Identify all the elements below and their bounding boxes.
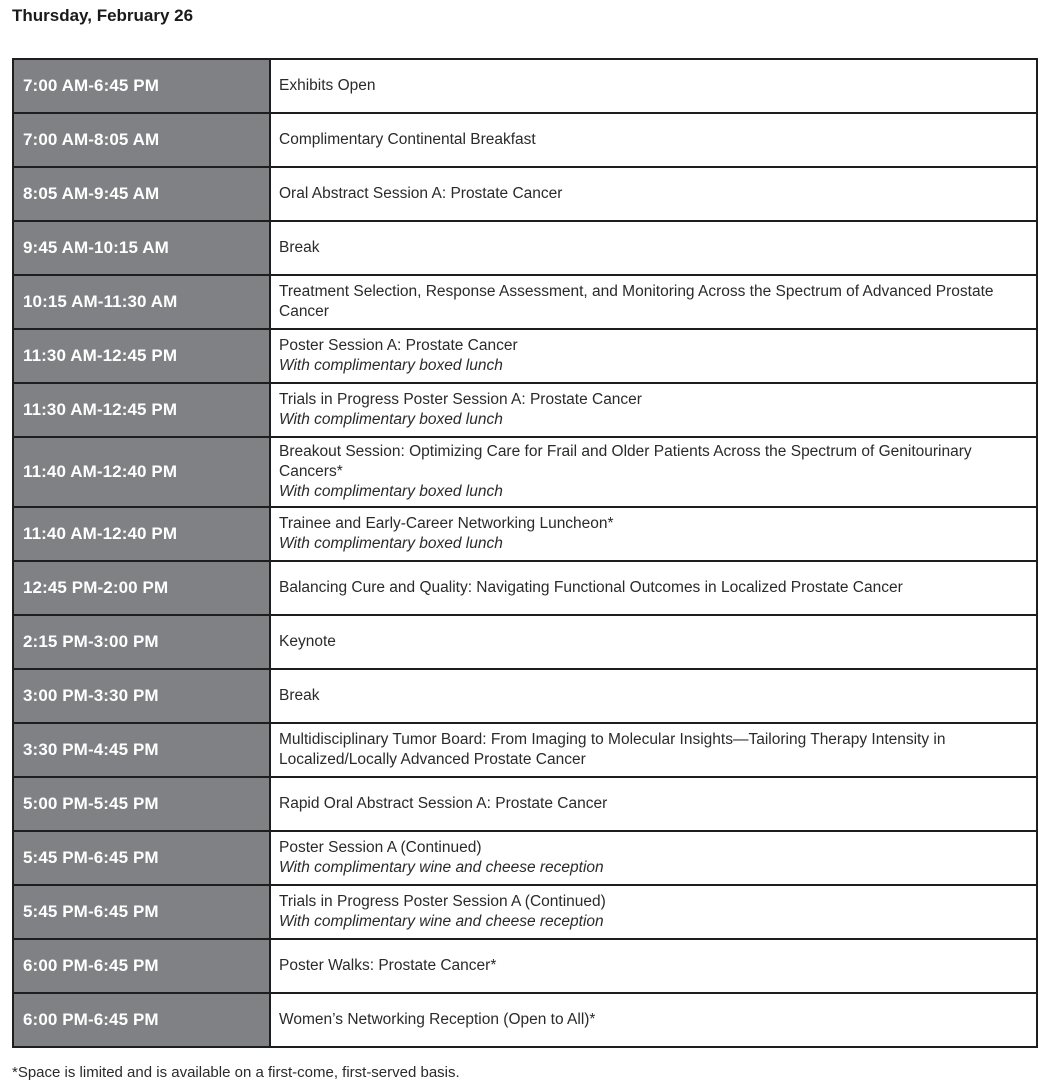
event-title: Balancing Cure and Quality: Navigating Functional Outcomes in Localized Prostate Cancer: [279, 579, 903, 596]
page-title: Thursday, February 26: [12, 6, 194, 25]
table-row: [13, 221, 1037, 275]
table-row: [13, 831, 1037, 885]
time-cell: 11:30 AM-12:45 PM: [13, 383, 270, 437]
table-row: [13, 993, 1037, 1047]
table-row: [13, 669, 1037, 723]
time-cell: 11:40 AM-12:40 PM: [13, 507, 270, 561]
time-cell: 6:00 PM-6:45 PM: [13, 939, 270, 993]
event-cell: [270, 939, 1037, 993]
event-cell: [270, 615, 1037, 669]
time-cell: 7:00 AM-8:05 AM: [13, 113, 270, 167]
event-title: Exhibits Open: [279, 77, 376, 94]
event-note: With complimentary wine and cheese reception: [279, 859, 604, 876]
event-title: Break: [279, 687, 320, 704]
event-cell: [270, 113, 1037, 167]
time-cell: 7:00 AM-6:45 PM: [13, 59, 270, 113]
table-row: [13, 383, 1037, 437]
table-row: [13, 939, 1037, 993]
event-cell: [270, 59, 1037, 113]
event-note: With complimentary boxed lunch: [279, 483, 503, 500]
time-cell: 11:30 AM-12:45 PM: [13, 329, 270, 383]
event-cell: [270, 167, 1037, 221]
event-title: Trainee and Early-Career Networking Luncheon*: [279, 515, 614, 532]
table-row: [13, 329, 1037, 383]
time-cell: 10:15 AM-11:30 AM: [13, 275, 270, 329]
event-title: Women’s Networking Reception (Open to All)*: [279, 1011, 596, 1028]
table-row: [13, 507, 1037, 561]
event-note: With complimentary boxed lunch: [279, 411, 503, 428]
event-title: Treatment Selection, Response Assessment, and Monitoring Across the Spectrum of Advanced Prostate Cancer: [279, 283, 994, 320]
event-title: Keynote: [279, 633, 336, 650]
event-cell: [270, 561, 1037, 615]
event-cell: [270, 777, 1037, 831]
event-title: Multidisciplinary Tumor Board: From Imaging to Molecular Insights—Tailoring Therapy Intensity in Localized/Locally Advanced Prostate Cancer: [279, 731, 946, 768]
event-cell: [270, 383, 1037, 437]
table-row: [13, 885, 1037, 939]
time-cell: 5:45 PM-6:45 PM: [13, 885, 270, 939]
event-title: Oral Abstract Session A: Prostate Cancer: [279, 185, 563, 202]
time-cell: 3:00 PM-3:30 PM: [13, 669, 270, 723]
event-title: Poster Session A (Continued): [279, 839, 482, 856]
event-cell: [270, 723, 1037, 777]
table-row: [13, 723, 1037, 777]
event-title: Complimentary Continental Breakfast: [279, 131, 536, 148]
event-cell: [270, 221, 1037, 275]
event-title: Break: [279, 239, 320, 256]
table-row: [13, 113, 1037, 167]
time-cell: 3:30 PM-4:45 PM: [13, 723, 270, 777]
event-title: Trials in Progress Poster Session A (Continued): [279, 893, 606, 910]
table-row: [13, 437, 1037, 507]
event-note: With complimentary boxed lunch: [279, 535, 503, 552]
time-cell: 11:40 AM-12:40 PM: [13, 437, 270, 507]
time-cell: 12:45 PM-2:00 PM: [13, 561, 270, 615]
table-row: [13, 777, 1037, 831]
event-note: With complimentary boxed lunch: [279, 357, 503, 374]
table-row: [13, 59, 1037, 113]
schedule-body: [13, 59, 1037, 1047]
event-title: Poster Session A: Prostate Cancer: [279, 337, 518, 354]
schedule-table: [12, 58, 1038, 1048]
time-cell: 6:00 PM-6:45 PM: [13, 993, 270, 1047]
table-row: [13, 561, 1037, 615]
event-cell: [270, 993, 1037, 1047]
time-cell: 5:00 PM-5:45 PM: [13, 777, 270, 831]
event-cell: [270, 885, 1037, 939]
time-cell: 9:45 AM-10:15 AM: [13, 221, 270, 275]
event-cell: [270, 669, 1037, 723]
event-cell: [270, 831, 1037, 885]
time-cell: 8:05 AM-9:45 AM: [13, 167, 270, 221]
table-row: [13, 615, 1037, 669]
table-row: [13, 167, 1037, 221]
event-title: Trials in Progress Poster Session A: Prostate Cancer: [279, 391, 642, 408]
event-title: Poster Walks: Prostate Cancer*: [279, 957, 497, 974]
time-cell: 5:45 PM-6:45 PM: [13, 831, 270, 885]
event-cell: [270, 275, 1037, 329]
event-cell: [270, 329, 1037, 383]
event-cell: [270, 507, 1037, 561]
footnote: *Space is limited and is available on a first-come, first-served basis.: [12, 1064, 460, 1081]
event-note: With complimentary wine and cheese reception: [279, 913, 604, 930]
time-cell: 2:15 PM-3:00 PM: [13, 615, 270, 669]
event-title: Breakout Session: Optimizing Care for Frail and Older Patients Across the Spectrum of Genitourinary Cancers*: [279, 443, 972, 480]
event-title: Rapid Oral Abstract Session A: Prostate Cancer: [279, 795, 608, 812]
table-row: [13, 275, 1037, 329]
event-cell: [270, 437, 1037, 507]
